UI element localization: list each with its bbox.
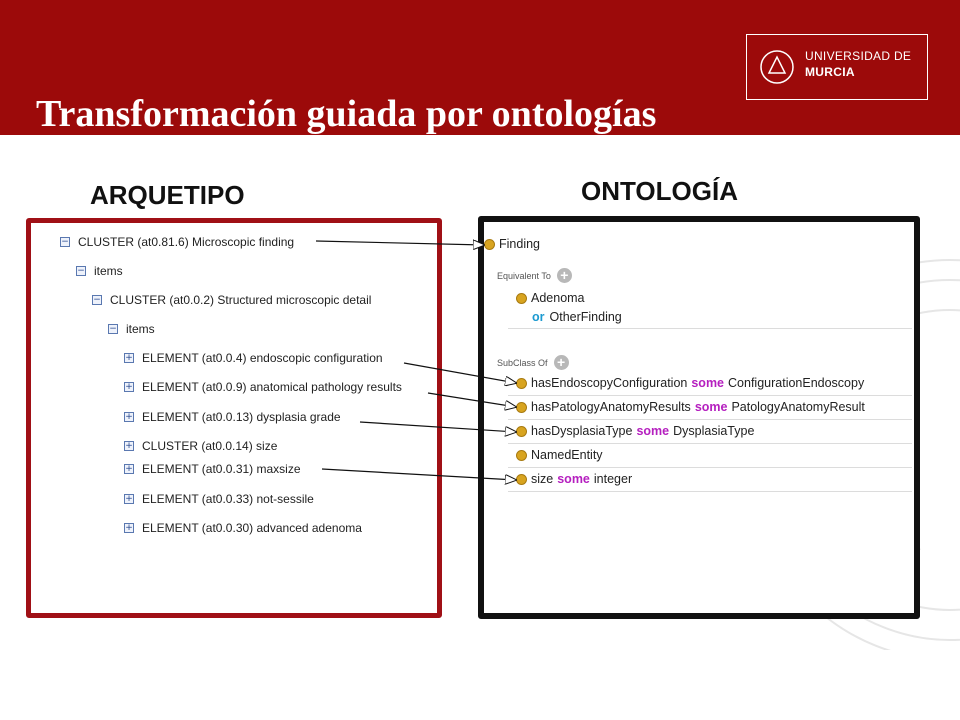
range-label: PatologyAnatomyResult (731, 400, 865, 414)
tree-node-label: items (126, 322, 155, 336)
tree-node-label: CLUSTER (at0.0.2) Structured microscopic detail (110, 293, 372, 307)
property-label: hasPatologyAnatomyResults (531, 400, 691, 414)
expand-icon[interactable]: + (125, 382, 133, 392)
expand-icon[interactable]: + (125, 523, 133, 533)
collapse-icon[interactable]: − (61, 237, 69, 247)
expand-icon[interactable]: + (125, 412, 133, 422)
range-label: ConfigurationEndoscopy (728, 376, 865, 390)
page-title: Transformación guiada por ontologías (36, 93, 657, 135)
collapse-icon[interactable]: − (109, 324, 117, 334)
logo-line-2: MURCIA (805, 65, 855, 79)
tree-node-label: items (94, 264, 123, 278)
tree-node-label: ELEMENT (at0.0.30) advanced adenoma (142, 521, 362, 535)
expand-icon[interactable]: + (125, 353, 133, 363)
arrow-pathology (428, 393, 516, 407)
expand-icon[interactable]: + (125, 494, 133, 504)
range-label: integer (593, 472, 633, 486)
or-keyword: or (532, 310, 545, 324)
some-keyword: some (636, 424, 670, 438)
tree-node-label: ELEMENT (at0.0.9) anatomical pathology results (142, 380, 402, 394)
property-label: NamedEntity (531, 448, 603, 462)
property-label: size (531, 472, 554, 486)
class-label: Finding (499, 237, 540, 251)
range-label: DysplasiaType (673, 424, 755, 438)
tree-node-label: ELEMENT (at0.0.13) dysplasia grade (142, 410, 341, 424)
some-keyword: some (691, 376, 725, 390)
collapse-icon[interactable]: − (93, 295, 101, 305)
arrow-dysplasia (360, 422, 516, 432)
property-label: hasEndoscopyConfiguration (531, 376, 688, 390)
tree-node-label: CLUSTER (at0.81.6) Microscopic finding (78, 235, 295, 249)
section-label: SubClass Of (497, 357, 548, 368)
collapse-icon[interactable]: − (77, 266, 85, 276)
tree-node-label: CLUSTER (at0.0.14) size (142, 439, 278, 453)
logo-line-1: UNIVERSIDAD DE (805, 49, 912, 63)
arrow-size (322, 469, 516, 480)
tree-node-label: ELEMENT (at0.0.4) endoscopic configuration (142, 351, 383, 365)
some-keyword: some (694, 400, 728, 414)
equivalent-first: Adenoma (531, 291, 585, 305)
expand-icon[interactable]: + (125, 464, 133, 474)
some-keyword: some (557, 472, 590, 486)
arrow-finding (316, 241, 484, 245)
property-label: hasDysplasiaType (531, 424, 633, 438)
section-label: Equivalent To (497, 270, 551, 281)
expand-icon[interactable]: + (125, 441, 133, 451)
tree-node-label: ELEMENT (at0.0.31) maxsize (142, 462, 301, 476)
arrow-endoscopy (404, 363, 516, 383)
equivalent-second: OtherFinding (549, 310, 622, 324)
archetype-heading: ARQUETIPO (90, 180, 245, 210)
add-equivalent-icon[interactable]: + (557, 268, 572, 283)
ontology-heading: ONTOLOGÍA (581, 176, 738, 206)
tree-node-label: ELEMENT (at0.0.33) not-sessile (142, 492, 314, 506)
add-subclass-icon[interactable]: + (554, 355, 569, 370)
